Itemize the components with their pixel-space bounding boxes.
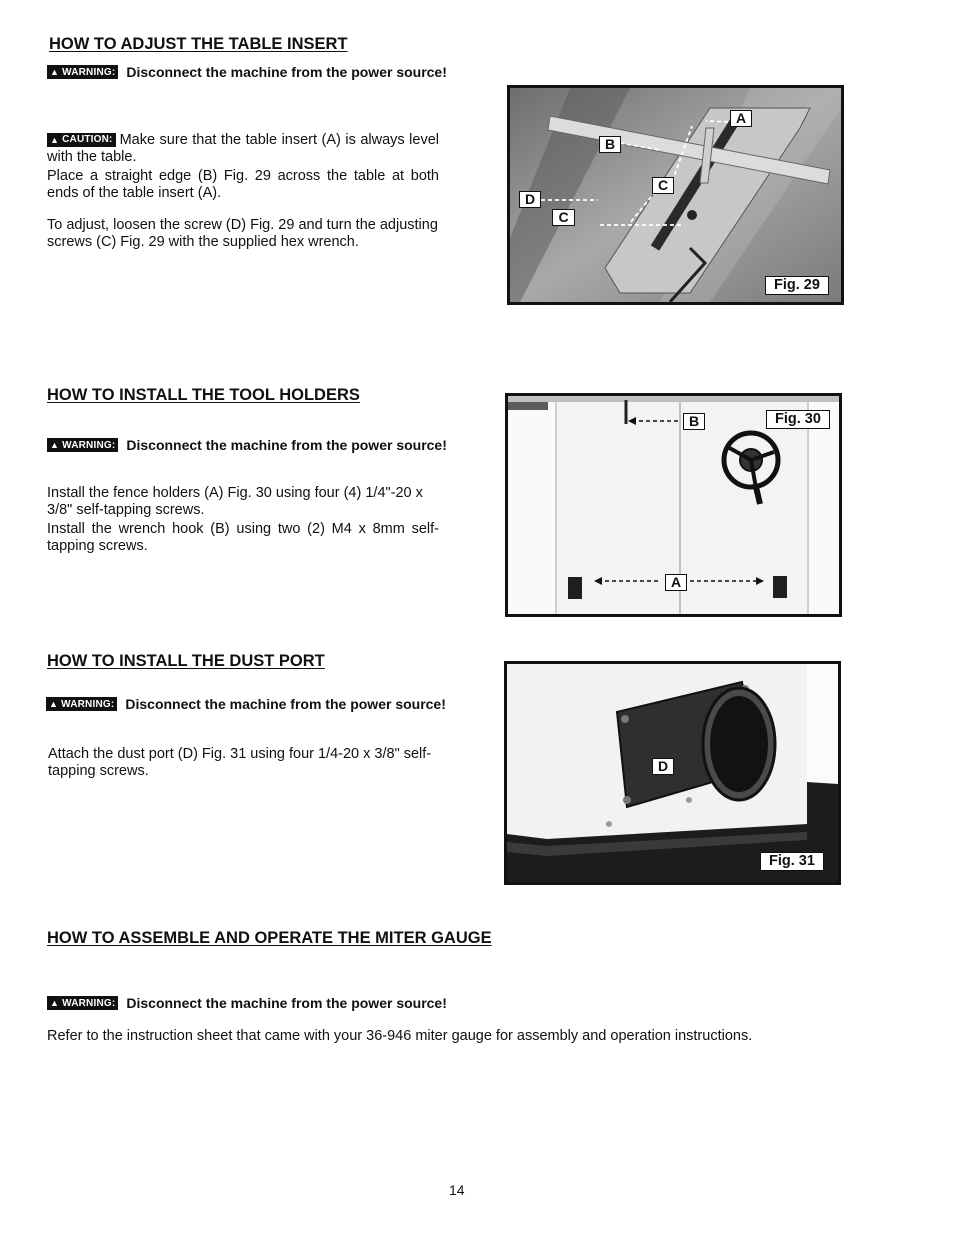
- label-a: A: [665, 574, 687, 591]
- section-title-dust-port: HOW TO INSTALL THE DUST PORT: [47, 652, 325, 670]
- section-title-table-insert: HOW TO ADJUST THE TABLE INSERT: [49, 35, 348, 53]
- paragraph-wrench-hook: Install the wrench hook (B) using two (2) M4 x 8mm self-tapping screws.: [47, 521, 439, 554]
- warning-miter-gauge: [47, 995, 447, 1011]
- warning-text: Disconnect the machine from the power source!: [126, 437, 447, 453]
- paragraph-dust-port: Attach the dust port (D) Fig. 31 using four 1/4-20 x 3/8" self-tapping screws.: [48, 746, 432, 779]
- paragraph-straight-edge: Place a straight edge (B) Fig. 29 across the table at both ends of the table insert (A).: [47, 168, 439, 201]
- warning-dust-port: [46, 696, 446, 712]
- section-title-tool-holders: HOW TO INSTALL THE TOOL HOLDERS: [47, 386, 360, 404]
- figure-30: [505, 393, 842, 617]
- warning-text: Disconnect the machine from the power source!: [126, 995, 447, 1011]
- page-number: 14: [449, 1182, 465, 1198]
- section-title-miter-gauge: HOW TO ASSEMBLE AND OPERATE THE MITER GAUGE: [47, 929, 492, 947]
- figure-29-caption: Fig. 29: [765, 276, 829, 295]
- figure-29: [507, 85, 844, 305]
- table-insert-illustration: [510, 88, 841, 302]
- figure-30-caption: Fig. 30: [766, 410, 830, 429]
- caution-paragraph: [47, 132, 439, 165]
- caution-triangle-icon: ▲: [50, 135, 60, 145]
- label-d: D: [519, 191, 541, 208]
- warning-text: Disconnect the machine from the power source!: [125, 696, 446, 712]
- caution-badge: ▲ CAUTION:: [47, 133, 116, 147]
- warning-table-insert: [47, 64, 447, 80]
- warning-tool-holders: [47, 437, 447, 453]
- label-c-lower: C: [552, 209, 575, 226]
- warning-text: Disconnect the machine from the power source!: [126, 64, 447, 80]
- label-c-upper: C: [652, 177, 674, 194]
- figure-31: [504, 661, 841, 885]
- label-d: D: [652, 758, 674, 775]
- warning-triangle-icon: ▲: [49, 699, 59, 709]
- warning-triangle-icon: ▲: [50, 67, 60, 77]
- warning-badge: ▲ WARNING:: [47, 996, 118, 1010]
- warning-badge: ▲ WARNING:: [46, 697, 117, 711]
- caution-text: Make sure that the table insert (A) is always level with the table.: [47, 132, 439, 165]
- label-b: B: [683, 413, 705, 430]
- warning-triangle-icon: ▲: [50, 440, 60, 450]
- warning-triangle-icon: ▲: [50, 998, 60, 1008]
- warning-badge: ▲ WARNING:: [47, 438, 118, 452]
- paragraph-adjust-screws: To adjust, loosen the screw (D) Fig. 29 and turn the adjusting screws (C) Fig. 29 with the supplied hex wrench.: [47, 217, 438, 250]
- warning-badge: ▲ WARNING:: [47, 65, 118, 79]
- paragraph-fence-holders: Install the fence holders (A) Fig. 30 using four (4) 1/4"-20 x 3/8" self-tapping screws.: [47, 485, 423, 518]
- figure-31-caption: Fig. 31: [760, 852, 824, 871]
- paragraph-miter-gauge: Refer to the instruction sheet that came with your 36-946 miter gauge for assembly and operation instructions.: [47, 1028, 753, 1044]
- label-b: B: [599, 136, 621, 153]
- label-a: A: [730, 110, 752, 127]
